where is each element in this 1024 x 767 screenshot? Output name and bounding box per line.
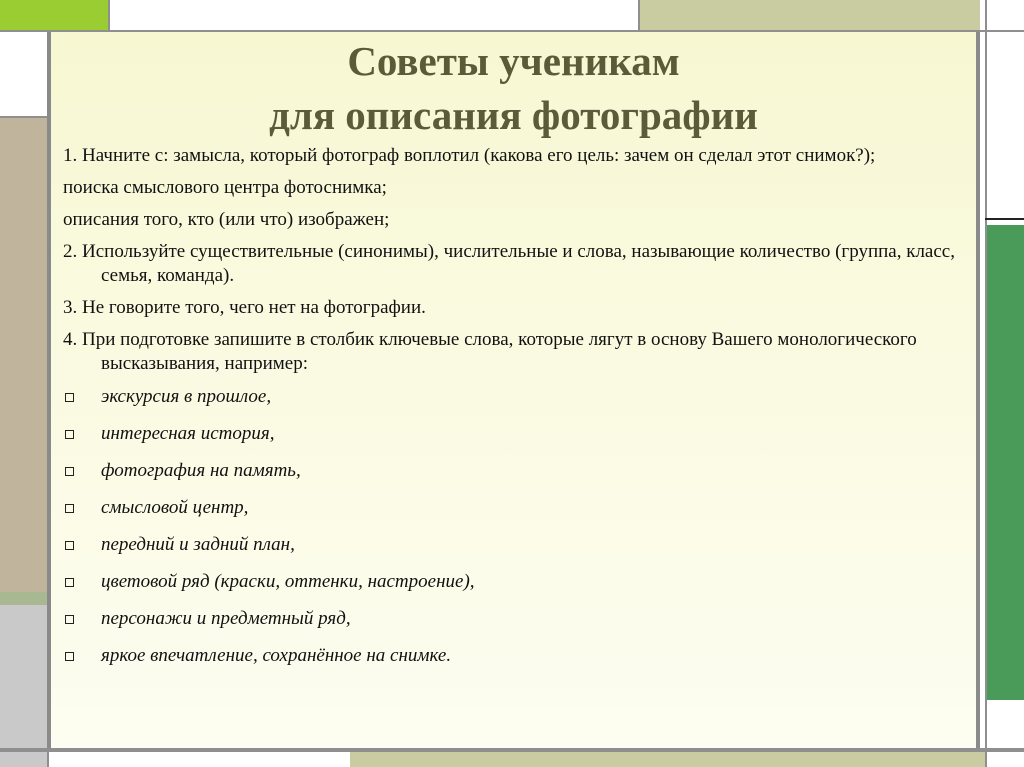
grid-line bbox=[47, 748, 49, 767]
square-bullet-icon bbox=[65, 504, 74, 513]
grid-line bbox=[985, 0, 987, 767]
grid-line bbox=[0, 116, 52, 118]
list-item-text: интересная история, bbox=[101, 423, 275, 444]
list-item-text: яркое впечатление, сохранённое на снимке. bbox=[101, 645, 452, 666]
slide-panel bbox=[47, 32, 980, 748]
list-item-text: передний и задний план, bbox=[101, 534, 295, 555]
grid-line bbox=[638, 0, 640, 32]
paragraph: описания того, кто (или что) изображен; bbox=[63, 209, 390, 230]
grid-line bbox=[985, 218, 1024, 220]
square-bullet-icon bbox=[65, 615, 74, 624]
list-item-text: фотография на память, bbox=[101, 460, 301, 481]
deco-green-block bbox=[0, 0, 108, 30]
paragraph: поиска смыслового центра фотоснимка; bbox=[63, 177, 387, 198]
square-bullet-icon bbox=[65, 467, 74, 476]
square-bullet-icon bbox=[65, 430, 74, 439]
list-item bbox=[63, 458, 968, 484]
slide-content bbox=[63, 144, 968, 680]
deco-gray-block-left bbox=[0, 605, 47, 767]
keyword-list bbox=[63, 384, 968, 669]
grid-line bbox=[0, 592, 47, 605]
deco-olive-block-top bbox=[640, 0, 980, 30]
deco-tan-block bbox=[0, 118, 47, 592]
slide-title-line1: Советы ученикам bbox=[347, 38, 680, 84]
deco-sea-green-block bbox=[985, 225, 1024, 700]
list-item bbox=[63, 384, 968, 410]
list-item bbox=[63, 569, 968, 595]
list-item bbox=[63, 532, 968, 558]
grid-line bbox=[108, 0, 110, 32]
list-item-text: экскурсия в прошлое, bbox=[101, 386, 272, 407]
paragraph: 1. Начните с: замысла, который фотограф воплотил (какова его цель: зачем он сделал этот снимок?); bbox=[63, 145, 876, 166]
list-item bbox=[63, 421, 968, 447]
grid-line bbox=[0, 748, 1024, 752]
slide-title bbox=[51, 34, 976, 142]
list-item bbox=[63, 643, 968, 669]
deco-olive-block-bottom bbox=[350, 752, 985, 767]
list-item-text: смысловой центр, bbox=[101, 497, 249, 518]
square-bullet-icon bbox=[65, 578, 74, 587]
paragraph: 4. При подготовке запишите в столбик ключевые слова, которые лягут в основу Вашего монологического высказывания, например: bbox=[63, 329, 917, 374]
slide-title-line2: для описания фотографии bbox=[269, 92, 758, 138]
square-bullet-icon bbox=[65, 652, 74, 661]
paragraph: 3. Не говорите того, чего нет на фотографии. bbox=[63, 297, 426, 318]
list-item bbox=[63, 606, 968, 632]
list-item-text: персонажи и предметный ряд, bbox=[101, 608, 351, 629]
square-bullet-icon bbox=[65, 393, 74, 402]
list-item-text: цветовой ряд (краски, оттенки, настроение), bbox=[101, 571, 475, 592]
list-item bbox=[63, 495, 968, 521]
paragraph: 2. Используйте существительные (синонимы), числительные и слова, называющие количество (группа, класс, семья, команда). bbox=[63, 241, 955, 286]
square-bullet-icon bbox=[65, 541, 74, 550]
